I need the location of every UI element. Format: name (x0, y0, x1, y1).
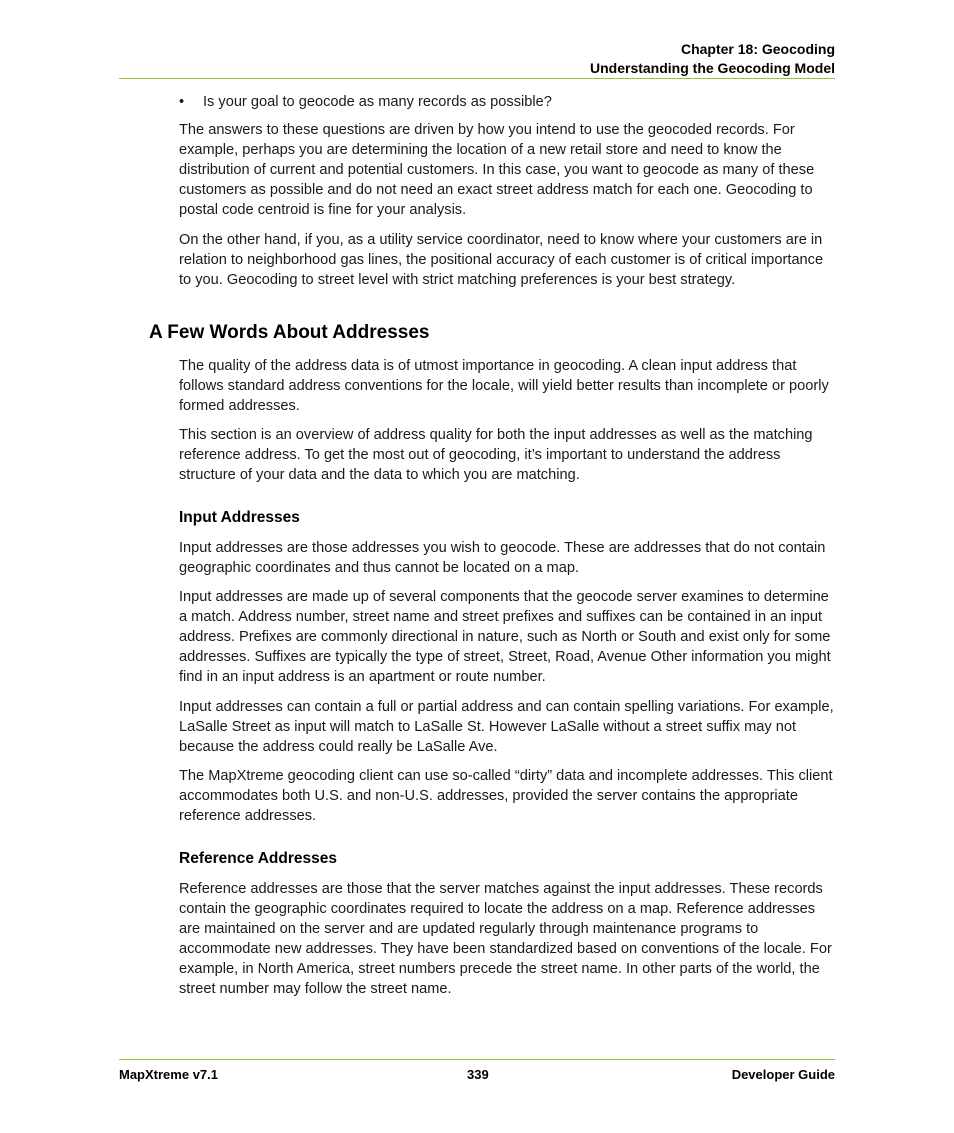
paragraph: On the other hand, if you, as a utility service coordinator, need to know where your customers are in relation to neighborhood gas lines, the positional accuracy of each customer is of critical importance to you. Geocoding to street level with strict matching preferences is your best strategy. (179, 232, 824, 288)
running-header (590, 40, 835, 78)
footer-page-number: 339 (467, 1067, 489, 1082)
paragraph: The quality of the address data is of utmost importance in geocoding. A clean input address that follows standard address conventions for the locale, will yield better results than incomplete or poorly formed addresses. (179, 358, 829, 414)
bullet-marker: • (179, 94, 185, 110)
subsection-heading-reference: Reference Addresses (179, 850, 337, 867)
paragraph: The answers to these questions are driven by how you intend to use the geocoded records. For example, perhaps you are determining the location of a new retail store and need to know the distribution of current and potential customers. In this case, you want to geocode as many of these customers as possible and do not need an exact street address match for each one. Geocoding to postal code centroid is fine for your analysis. (179, 122, 815, 218)
footer-rule (119, 1059, 835, 1060)
paragraph: The MapXtreme geocoding client can use so-called “dirty” data and incomplete addresses. This client accommodates both U.S. and non-U.S. addresses, provided the server contains the appropriate reference addresses. (179, 768, 833, 824)
paragraph: Input addresses are those addresses you wish to geocode. These are addresses that do not contain geographic coordinates and thus cannot be located on a map. (179, 540, 826, 576)
chapter-title: Chapter 18: Geocoding (680, 41, 835, 57)
footer-guide: Developer Guide (731, 1067, 835, 1082)
paragraph: Reference addresses are those that the server matches against the input addresses. These records contain the geographic coordinates required to locate the address on a map. Reference addresses are maintained on the server and are updated regularly through maintenance programs to accommodate new addresses. They have been standardized based on conventions of the locale. For example, in North America, street numbers precede the street name. In other parts of the world, the street number may follow the street name. (179, 881, 832, 997)
section-title: Understanding the Geocoding Model (590, 60, 835, 76)
paragraph: Input addresses can contain a full or partial address and can contain spelling variations. For example, LaSalle Street as input will match to LaSalle St. However LaSalle without a street suffix may not because the address could really be LaSalle Ave. (179, 699, 834, 755)
paragraph: Input addresses are made up of several components that the geocode server examines to determine a match. Address number, street name and street prefixes and suffixes can be contained in an input address. Prefixes are commonly directional in nature, such as North or South and exist only for some addresses. Suffixes are typically the type of street, Street, Road, Avenue Other information you might find in an input address is an apartment or route number. (179, 589, 831, 685)
subsection-heading-input: Input Addresses (179, 509, 300, 526)
paragraph: This section is an overview of address quality for both the input addresses as well as the matching reference address. To get the most out of geocoding, it’s important to understand the address structure of your data and the data to which you are matching. (179, 427, 813, 483)
footer-product: MapXtreme v7.1 (119, 1067, 218, 1082)
bullet-text: Is your goal to geocode as many records as possible? (203, 94, 552, 110)
header-rule (119, 78, 835, 79)
section-heading: A Few Words About Addresses (149, 322, 430, 343)
